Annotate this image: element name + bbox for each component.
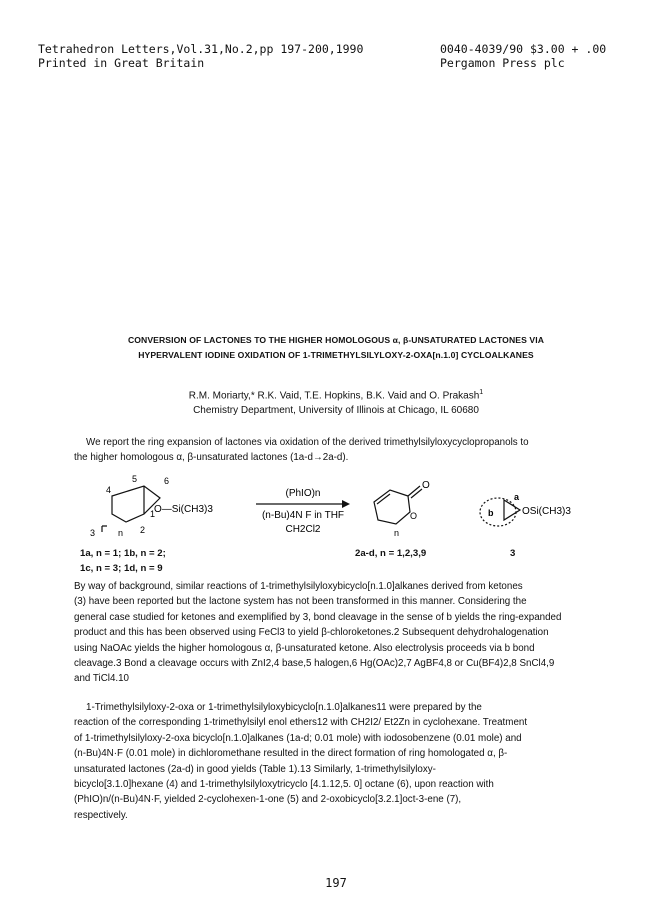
bond-b-label: b: [488, 508, 494, 518]
author-list: [30, 385, 642, 403]
body-line: 1-Trimethylsilyloxy-2-oxa or 1-trimethylsilyloxybicyclo[n.1.0]alkanes11 were prepared by the: [86, 702, 482, 713]
abstract-line: the higher homologous α, β-unsaturated lactones (1a-d→2a-d).: [74, 452, 349, 464]
atom-n: n: [118, 528, 124, 538]
publisher: Pergamon Press plc: [440, 56, 565, 70]
article-title: [30, 333, 642, 363]
arrow-head: [342, 500, 350, 508]
abstract: [74, 435, 604, 466]
body-line: (3) have been reported but the lactone system has not been transformed in this manner. Considering the: [74, 596, 527, 608]
carbonyl-bond-2: [411, 489, 422, 498]
atom-3: 3: [90, 528, 96, 538]
body-line: bicyclo[3.1.0]hexane (4) and 1-trimethylsilyloxytricyclo [4.1.12,5. 0] octane (6), upon reaction with: [74, 779, 494, 791]
abstract-line: We report the ring expansion of lactones via oxidation of the derived trimethylsilyloxycyclopropanols to: [86, 437, 529, 448]
atom-4: 4: [106, 485, 112, 495]
body-line: unsaturated lactones (2a-d) in good yields (Table 1).13 Similarly, 1-trimethylsilyloxy-: [74, 763, 436, 775]
issn-code: 0040-4039/90 $3.00 + .00: [440, 42, 607, 56]
atom-5: 5: [132, 474, 138, 484]
body-line: using NaOAc yields the higher homologous α, β-unsaturated ketone. Also electrolysis proceeds via b bond: [74, 642, 535, 654]
publisher-header: [440, 42, 606, 70]
label-2: 2a-d, n = 1,2,3,9: [355, 548, 427, 559]
body-paragraph-2: [74, 700, 604, 823]
journal-citation: Tetrahedron Letters,Vol.31,No.2,pp 197-200,1990: [38, 42, 364, 56]
title-line-2: HYPERVALENT IODINE OXIDATION OF 1-TRIMETHYLSILYLOXY-2-OXA[n.1.0] CYCLOALKANES: [138, 350, 534, 360]
body-line: product and this has been observed using FeCl3 to yield β-chloroketones.2 Subsequent dehydrohalogenation: [74, 627, 549, 639]
cyclopropane-bond: [504, 500, 520, 520]
title-line-1: CONVERSION OF LACTONES TO THE HIGHER HOMOLOGOUS α, β-UNSATURATED LACTONES VIA: [127, 335, 545, 345]
atom-2: 2: [140, 525, 146, 535]
journal-header: [38, 42, 363, 70]
body-line: of 1-trimethylsilyloxy-2-oxa bicyclo[n.1.0]alkanes (1a-d; 0.01 mole) with iodosobenzene (0.01 mole) and: [74, 732, 522, 744]
body-line: (PhIO)n/(n-Bu)4N·F, yielded 2-cyclohexen-1-one (5) and 2-oxobicyclo[3.2.1]oct-3-ene (7),: [74, 794, 462, 806]
body-line: respectively.: [74, 809, 128, 821]
body-line: (n-Bu)4N·F (0.01 mole) in dichloromethane resulted in the direct formation of ring homologated α, β-: [74, 748, 508, 760]
bracket-left: [102, 526, 107, 532]
ring-3-dotted: [480, 498, 516, 526]
structure-3: [480, 498, 520, 526]
solvent: CH2Cl2: [285, 524, 321, 535]
reagent-phio: (PhIO)n: [285, 488, 321, 499]
label-1ab: 1a, n = 1; 1b, n = 2;: [80, 548, 166, 559]
page-number: 197: [325, 876, 347, 890]
body-line: cleavage.3 Bond a cleavage occurs with ZnI2,4 base,5 halogen,6 Hg(OAc)2,7 AgBF4,8 or Cu(BF4)2,8 SnCl4,9: [74, 658, 555, 670]
product-n: n: [394, 528, 400, 538]
scheme-drawing: [74, 474, 604, 554]
body-line: By way of background, similar reactions of 1-trimethylsilyloxybicyclo[n.1.0]alkanes derived from ketones: [74, 581, 523, 592]
atom-6: 6: [164, 476, 170, 486]
substituent-otms: O—Si(CH3)3: [154, 504, 213, 515]
carbonyl-bond: [408, 486, 420, 496]
reagent-tbaf: (n-Bu)4N F in THF: [261, 510, 345, 521]
ring-o: O: [410, 511, 418, 521]
printed-in: Printed in Great Britain: [38, 56, 205, 70]
atom-1: 1: [150, 509, 156, 519]
body-line: general case studied for ketones and exemplified by 3, bond cleavage in the sense of b yields the ring-expanded: [74, 611, 562, 623]
label-1cd: 1c, n = 3; 1d, n = 9: [80, 563, 163, 574]
ring-2-bond: [374, 490, 410, 524]
author-block: [30, 385, 642, 418]
body-line: reaction of the corresponding 1-trimethylsilyl enol ethers12 with CH2I2/ Et2Zn in cyclohexane. Treatment: [74, 717, 528, 729]
carbonyl-o: O: [422, 480, 430, 491]
author-footnote-mark: 1: [479, 389, 484, 396]
affiliation: Chemistry Department, University of Illinois at Chicago, IL 60680: [193, 405, 479, 417]
otms-right: OSi(CH3)3: [522, 506, 571, 517]
body-line: and TiCl4.10: [74, 673, 130, 685]
authors: R.M. Moriarty,* R.K. Vaid, T.E. Hopkins, B.K. Vaid and O. Prakash: [188, 390, 480, 402]
body-paragraph-1: [74, 579, 604, 687]
label-3: 3: [510, 548, 516, 559]
bond-a-label: a: [514, 492, 520, 502]
reaction-scheme: [74, 474, 604, 574]
